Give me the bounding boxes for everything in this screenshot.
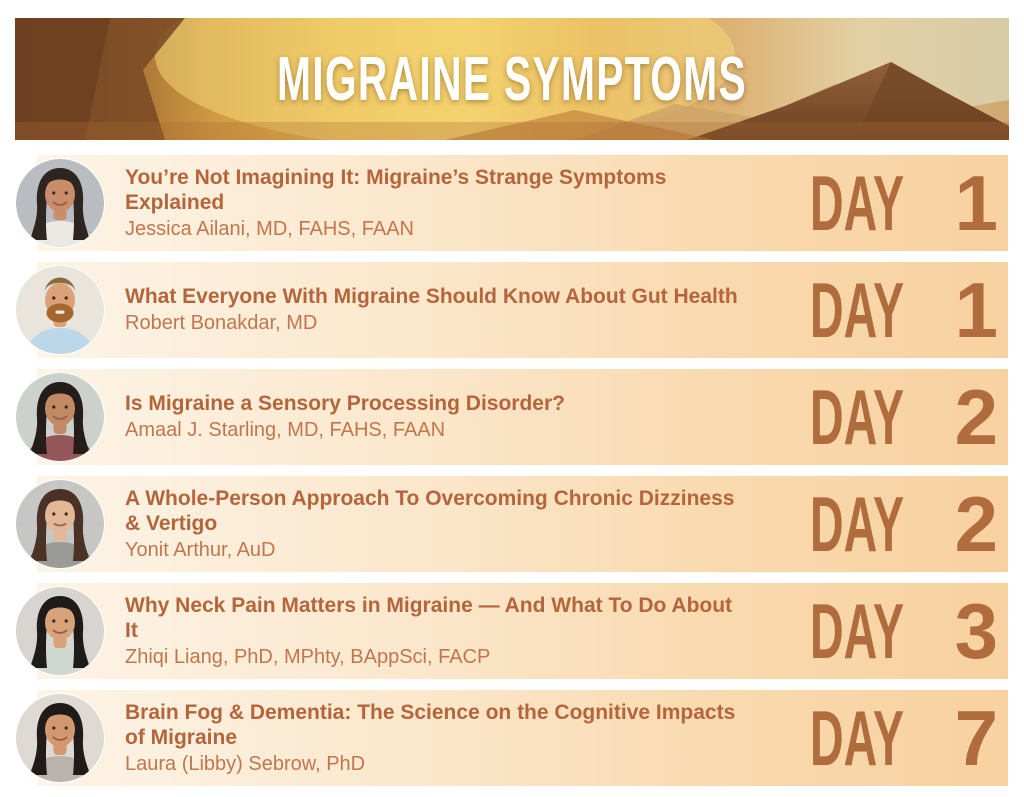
- speaker-photo: [16, 480, 104, 568]
- day-number: 2: [954, 373, 998, 461]
- speaker-name: Amaal J. Starling, MD, FAHS, FAAN: [125, 419, 446, 441]
- speaker-photo: [16, 587, 104, 675]
- avatar-eye-right: [65, 191, 68, 194]
- session-info: [125, 690, 750, 786]
- avatar-eye-left: [52, 405, 55, 408]
- session-title: Why Neck Pain Matters in Migraine — And What To Do About It: [125, 593, 733, 642]
- session-info: [125, 583, 750, 679]
- day-word: DAY: [810, 587, 904, 675]
- speaker-name: Jessica Ailani, MD, FAHS, FAAN: [125, 217, 414, 240]
- session-row-2: [37, 262, 1008, 358]
- avatar-eye-right: [65, 726, 68, 729]
- day-word: DAY: [810, 159, 904, 247]
- session-row-4: [37, 476, 1008, 572]
- day-badge: [810, 369, 1000, 465]
- day-word: DAY: [810, 480, 904, 568]
- avatar-eye-right: [65, 405, 68, 408]
- session-info: [125, 262, 750, 358]
- avatar-illustration: [16, 266, 104, 354]
- mountain-sunset-image: [15, 18, 1009, 140]
- avatar-illustration: [16, 587, 104, 675]
- session-info: [125, 369, 750, 465]
- avatar-face: [45, 177, 75, 212]
- day-word: DAY: [810, 266, 904, 354]
- avatar-face: [45, 605, 75, 640]
- banner-haze: [15, 122, 1009, 140]
- session-row-3: [37, 369, 1008, 465]
- session-row-6: [37, 690, 1008, 786]
- avatar-eye-right: [65, 512, 68, 515]
- session-title: Is Migraine a Sensory Processing Disorder?: [125, 392, 565, 415]
- day-number: 1: [954, 266, 998, 354]
- day-number: 1: [954, 159, 998, 247]
- day-badge: [810, 583, 1000, 679]
- avatar-eye-left: [52, 512, 55, 515]
- speaker-name: Yonit Arthur, AuD: [125, 538, 276, 561]
- header-banner: [15, 18, 1009, 140]
- avatar-illustration: [16, 159, 104, 247]
- session-row-5: [37, 583, 1008, 679]
- avatar-illustration: [16, 694, 104, 782]
- session-info: [125, 476, 750, 572]
- day-word: DAY: [810, 694, 904, 782]
- session-title: A Whole-Person Approach To Overcoming Chronic Dizziness & Vertigo: [125, 486, 735, 535]
- day-number: 2: [954, 480, 998, 568]
- avatar-eye-left: [52, 619, 55, 622]
- avatar-face: [45, 498, 75, 533]
- speaker-name: Robert Bonakdar, MD: [125, 312, 318, 334]
- session-title: You’re Not Imagining It: Migraine’s Strange Symptoms Explained: [125, 165, 667, 214]
- session-title: Brain Fog & Dementia: The Science on the Cognitive Impacts of Migraine: [125, 700, 736, 749]
- page-title: MIGRAINE SYMPTOMS: [277, 45, 747, 114]
- speaker-photo: [16, 266, 104, 354]
- day-number: 7: [954, 694, 998, 782]
- avatar-mouth: [56, 311, 65, 314]
- session-row-1: [37, 155, 1008, 251]
- avatar-eye-right: [65, 619, 68, 622]
- day-badge: [810, 155, 1000, 251]
- avatar-eye-left: [52, 296, 55, 299]
- speaker-photo: [16, 159, 104, 247]
- day-badge: [810, 476, 1000, 572]
- avatar-illustration: [16, 373, 104, 461]
- session-title: What Everyone With Migraine Should Know About Gut Health: [125, 285, 738, 308]
- speaker-name: Laura (Libby) Sebrow, PhD: [125, 752, 366, 775]
- session-list: [0, 155, 1024, 797]
- day-badge: [810, 262, 1000, 358]
- speaker-photo: [16, 373, 104, 461]
- avatar-eye-left: [52, 191, 55, 194]
- day-word: DAY: [810, 373, 904, 461]
- speaker-photo: [16, 694, 104, 782]
- avatar-face: [45, 391, 75, 426]
- speaker-name: Zhiqi Liang, PhD, MPhty, BAppSci, FACP: [125, 645, 491, 668]
- session-info: [125, 155, 750, 251]
- avatar-illustration: [16, 480, 104, 568]
- avatar-eye-left: [52, 726, 55, 729]
- day-number: 3: [954, 587, 998, 675]
- day-badge: [810, 690, 1000, 786]
- avatar-face: [45, 712, 75, 747]
- avatar-eye-right: [65, 296, 68, 299]
